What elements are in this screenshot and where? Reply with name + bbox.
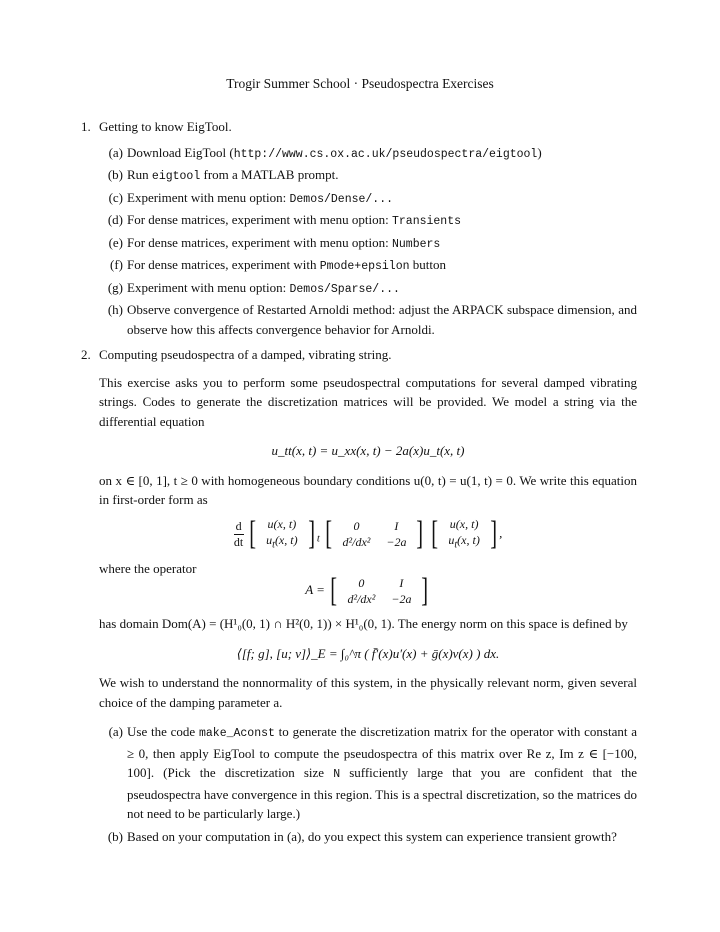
section-number: 1. <box>81 119 91 134</box>
domain-paragraph: has domain Dom(A) = (H¹₀(0, 1) ∩ H²(0, 1)) × H¹₀(0, 1). The energy norm on this space is defined by <box>99 616 628 632</box>
understand-paragraph: We wish to understand the nonnormality of this system, in the physically relevant norm, given several choice of the damping parameter a. <box>99 675 637 710</box>
energy-norm: ⟨[f; g], [u; v]⟩_E = ∫₀^π ( f̄′(x)u′(x) + ḡ(x)v(x) ) dx. <box>236 645 500 661</box>
intro-paragraph: This exercise asks you to perform some pseudospectral computations for several damped vibrating strings. Codes to generate the discretization matrices will be provided. We model a string via the differential equation <box>99 374 637 429</box>
list-item: (h) Observe convergence of Restarted Arnoldi method: adjust the ARPACK subspace dimension, and observe how this affects convergence behavior for Arnoldi. <box>107 302 637 337</box>
section-number: 2. <box>81 347 91 362</box>
operator-A: A = [ 0 I d²/dx² −2a ] <box>305 572 429 610</box>
section-1 <box>81 117 637 340</box>
list-item: (b) Run eigtool from a MATLAB prompt. <box>107 167 339 183</box>
list-item: (f) For dense matrices, experiment with Pmode+epsilon button <box>110 257 446 273</box>
eigtool-url-link[interactable]: http://www.cs.ox.ac.uk/pseudospectra/eigtool <box>233 147 538 161</box>
section-heading: Getting to know EigTool. <box>99 119 232 134</box>
list-item: (c) Experiment with menu option: Demos/Dense/... <box>108 189 394 206</box>
operator-paragraph: where the operator <box>99 560 197 576</box>
list-item: (b) Based on your computation in (a), do you expect this system can experience transient growth? <box>107 828 617 844</box>
page-title: Trogir Summer School · Pseudospectra Exercises <box>226 76 494 91</box>
section-heading: Computing pseudospectra of a damped, vibrating string. <box>99 347 392 362</box>
exercise-list <box>99 143 637 340</box>
list-item: (g) Experiment with menu option: Demos/Sparse/... <box>107 279 400 296</box>
list-item: (a) Download EigTool (http://www.cs.ox.ac.uk/pseudospectra/eigtool) <box>108 144 542 161</box>
wave-equation: u_tt(x, t) = u_xx(x, t) − 2a(x)u_t(x, t) <box>271 443 465 458</box>
list-item: (a) Use the code make_Aconst to generate the discretization matrix for the operator with constant a ≥ 0, then apply EigTool to compute the pseudospectra of this matrix over Re z, Im z ∈ [−100, 100]. (Pick the discretization size N sufficiently large that you are confident that the pseudospectra have convergence in this region. This is a spectral discretization, so the matrices do not need to be particularly large.) <box>108 724 638 822</box>
list-item: (d) For dense matrices, experiment with menu option: Transients <box>107 212 462 228</box>
section-2 <box>81 345 638 847</box>
boundary-paragraph: on x ∈ [0, 1], t ≥ 0 with homogeneous boundary conditions u(0, t) = u(1, t) = 0. We write this equation in first-order form as <box>99 472 637 507</box>
exercise-list <box>99 722 637 846</box>
first-order-system: $\frac{d}{dt}$ [ u(x, t) $u_t(x$, t) ] $_t$ [ 0 I d²/dx² −2a ] [ u(x, t) $u_t(x$, t) ] , <box>233 515 503 553</box>
list-item: (e) For dense matrices, experiment with menu option: Numbers <box>108 234 441 251</box>
